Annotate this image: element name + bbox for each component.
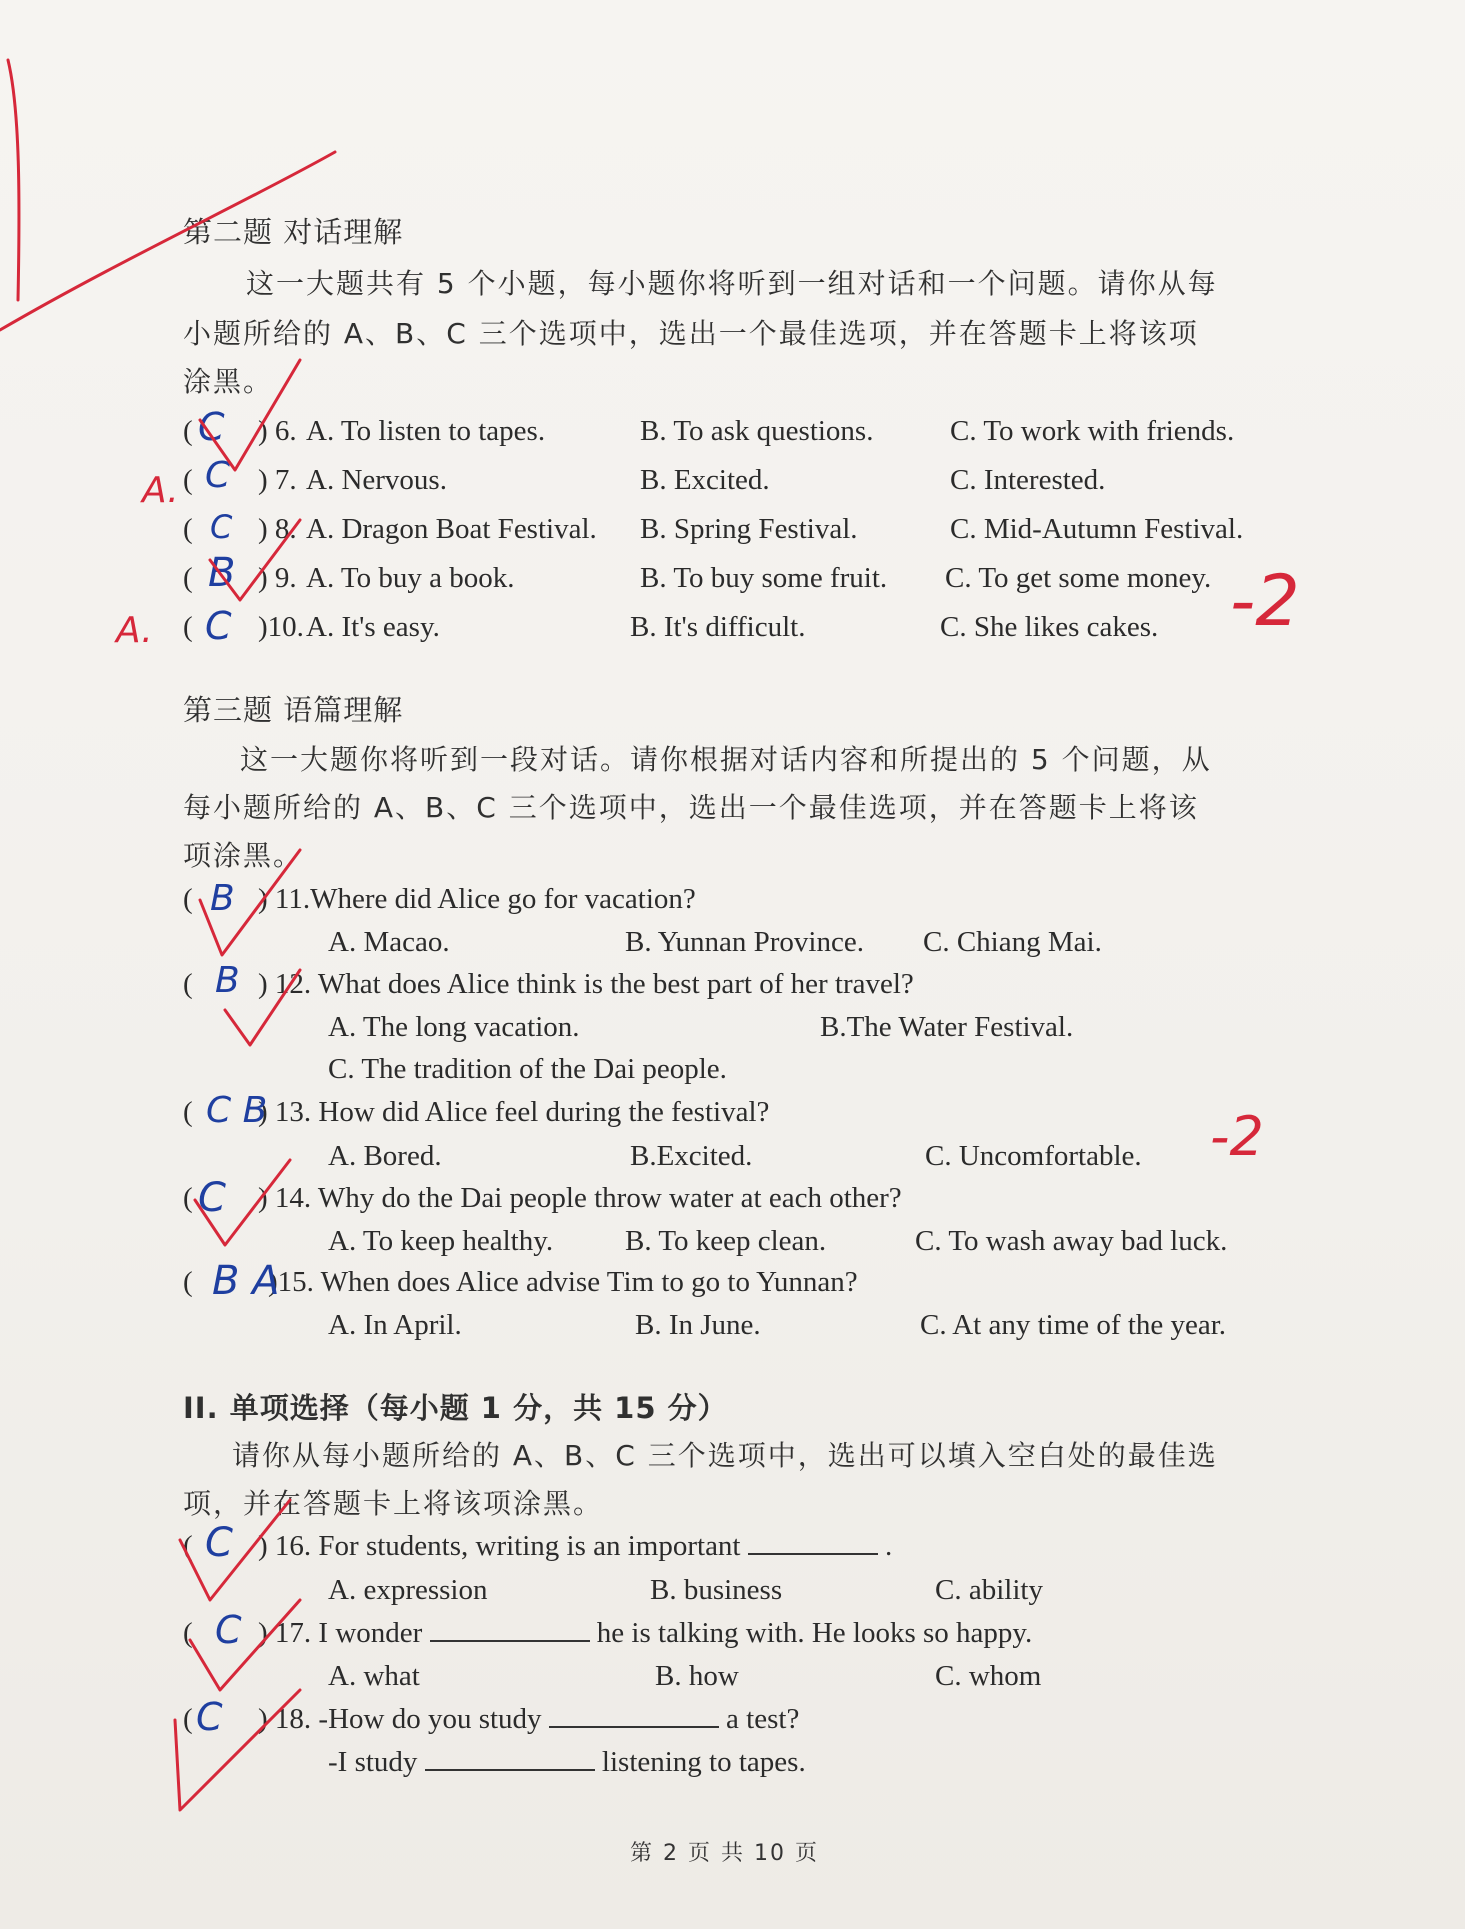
question-13-stem: ) 13. How did Alice feel during the festival? [258, 1096, 770, 1128]
grading-mark-q10: A. [116, 610, 153, 651]
question-18-stem-text: ) 18. -How do you study [258, 1703, 542, 1735]
question-11-option-a: A. Macao. [328, 926, 450, 958]
answer-blank [748, 1531, 878, 1555]
section2-title: 第二题 对话理解 [183, 215, 404, 249]
question-11-option-c: C. Chiang Mai. [923, 926, 1102, 958]
question-10: ( [183, 611, 193, 643]
question-15-stem: )15. When does Alice advise Tim to go to Yunnan? [268, 1266, 858, 1298]
section3-instruction-line2: 每小题所给的 A、B、C 三个选项中，选出一个最佳选项，并在答题卡上将该 [183, 791, 1199, 824]
handwritten-answer-18: C [196, 1695, 223, 1739]
grading-mark-q7: A. [142, 470, 179, 511]
answer-paren: ( [183, 415, 193, 447]
question-7: ( [183, 464, 193, 496]
question-6-number: ) 6. [258, 415, 297, 447]
question-9-option-c: C. To get some money. [945, 562, 1212, 594]
margin-line [8, 60, 19, 300]
question-6-option-a: A. To listen to tapes. [306, 415, 546, 447]
question-7-number: ) 7. [258, 464, 297, 496]
question-17-stem-text: ) 17. I wonder [258, 1617, 423, 1649]
question-9-number: ) 9. [258, 562, 297, 594]
handwritten-answer-8: C [210, 508, 233, 546]
question-16-option-c: C. ability [935, 1574, 1043, 1606]
section2-instruction-line3: 涂黑。 [183, 365, 274, 398]
section-ii-instruction-line2: 项，并在答题卡上将该项涂黑。 [183, 1487, 604, 1520]
question-11-stem: ) 11.Where did Alice go for vacation? [258, 883, 696, 915]
question-16-stem [258, 1530, 892, 1563]
question-18-paren: ( [183, 1703, 193, 1735]
handwritten-answer-11: B [210, 878, 235, 919]
section3-instruction-line1: 这一大题你将听到一段对话。请你根据对话内容和所提出的 5 个问题，从 [240, 743, 1212, 776]
question-9-option-a: A. To buy a book. [306, 562, 515, 594]
handwritten-answer-14: C [198, 1175, 226, 1221]
page-number-footer: 第 2 页 共 10 页 [630, 1841, 819, 1866]
question-13-paren: ( [183, 1096, 193, 1128]
question-8-option-b: B. Spring Festival. [640, 513, 858, 545]
question-17-option-a: A. what [328, 1660, 420, 1692]
question-6-option-b: B. To ask questions. [640, 415, 874, 447]
question-15-paren: ( [183, 1266, 193, 1298]
question-15-option-b: B. In June. [635, 1309, 761, 1341]
question-14-paren: ( [183, 1182, 193, 1214]
question-8-number: ) 8. [258, 513, 297, 545]
question-12-option-b: B.The Water Festival. [820, 1011, 1074, 1043]
question-18-stem [258, 1703, 799, 1736]
question-12-stem: ) 12. What does Alice think is the best part of her travel? [258, 968, 914, 1000]
section-ii-instruction-line1: 请你从每小题所给的 A、B、C 三个选项中，选出可以填入空白处的最佳选 [232, 1439, 1218, 1472]
question-17-option-c: C. whom [935, 1660, 1042, 1692]
question-16-option-b: B. business [650, 1574, 783, 1606]
question-9-option-b: B. To buy some fruit. [640, 562, 888, 594]
question-14-stem: ) 14. Why do the Dai people throw water at each other? [258, 1182, 902, 1214]
question-15-option-a: A. In April. [328, 1309, 462, 1341]
question-12-paren: ( [183, 968, 193, 1000]
answer-blank [549, 1704, 719, 1728]
section3-instruction-line3: 项涂黑。 [183, 839, 304, 872]
question-7-option-c: C. Interested. [950, 464, 1106, 496]
score-deduction-2: -2 [1210, 1105, 1264, 1168]
question-14-option-a: A. To keep healthy. [328, 1225, 554, 1257]
question-18-line2 [328, 1746, 806, 1779]
question-10-option-a: A. It's easy. [306, 611, 440, 643]
question-12-option-c: C. The tradition of the Dai people. [328, 1053, 727, 1085]
handwritten-answer-15: B A [212, 1258, 280, 1304]
handwritten-answer-9: B [208, 550, 236, 596]
question-10-option-b: B. It's difficult. [630, 611, 806, 643]
section2-instruction-line1: 这一大题共有 5 个小题，每小题你将听到一组对话和一个问题。请你从每 [246, 267, 1218, 300]
question-11-option-b: B. Yunnan Province. [625, 926, 864, 958]
question-16-stem-end: . [885, 1530, 893, 1562]
question-14-option-b: B. To keep clean. [625, 1225, 827, 1257]
question-13-option-b: B.Excited. [630, 1140, 753, 1172]
question-15-option-c: C. At any time of the year. [920, 1309, 1227, 1341]
question-10-number: )10. [258, 611, 304, 643]
score-deduction-1: -2 [1230, 560, 1300, 642]
question-6-option-c: C. To work with friends. [950, 415, 1235, 447]
question-17-stem [258, 1617, 1032, 1650]
handwritten-answer-7: C [205, 455, 231, 496]
handwritten-answer-16: C [205, 1520, 233, 1566]
question-17-option-b: B. how [655, 1660, 739, 1692]
question-13-option-a: A. Bored. [328, 1140, 442, 1172]
handwritten-answer-10: C [205, 604, 232, 648]
question-7-option-b: B. Excited. [640, 464, 770, 496]
question-17-paren: ( [183, 1617, 193, 1649]
question-7-option-a: A. Nervous. [306, 464, 447, 496]
answer-blank [425, 1747, 595, 1771]
section3-title: 第三题 语篇理解 [183, 693, 404, 727]
handwritten-answer-6: C [198, 405, 225, 449]
question-10-option-c: C. She likes cakes. [940, 611, 1159, 643]
question-9: ( [183, 562, 193, 594]
question-12-option-a: A. The long vacation. [328, 1011, 580, 1043]
question-8-option-c: C. Mid-Autumn Festival. [950, 513, 1244, 545]
question-16-option-a: A. expression [328, 1574, 488, 1606]
section2-instruction-line2: 小题所给的 A、B、C 三个选项中，选出一个最佳选项，并在答题卡上将该项 [183, 317, 1199, 350]
question-18-stem-rest: a test? [726, 1703, 800, 1735]
handwritten-answer-17: C [215, 1608, 242, 1652]
question-14-option-c: C. To wash away bad luck. [915, 1225, 1228, 1257]
handwritten-answer-13: C B [206, 1090, 268, 1131]
section-ii-title: II. 单项选择（每小题 1 分，共 15 分） [183, 1391, 728, 1425]
question-16-stem-text: ) 16. For students, writing is an important [258, 1530, 741, 1562]
question-18-line2-rest: listening to tapes. [601, 1746, 806, 1778]
question-18-line2-text: -I study [328, 1746, 418, 1778]
question-8-option-a: A. Dragon Boat Festival. [306, 513, 597, 545]
question-16-paren: ( [183, 1530, 193, 1562]
handwritten-answer-12: B [215, 960, 240, 1001]
answer-blank [430, 1618, 590, 1642]
question-17-stem-rest: he is talking with. He looks so happy. [596, 1617, 1033, 1649]
question-11-paren: ( [183, 883, 193, 915]
question-8: ( [183, 513, 193, 545]
question-13-option-c: C. Uncomfortable. [925, 1140, 1142, 1172]
